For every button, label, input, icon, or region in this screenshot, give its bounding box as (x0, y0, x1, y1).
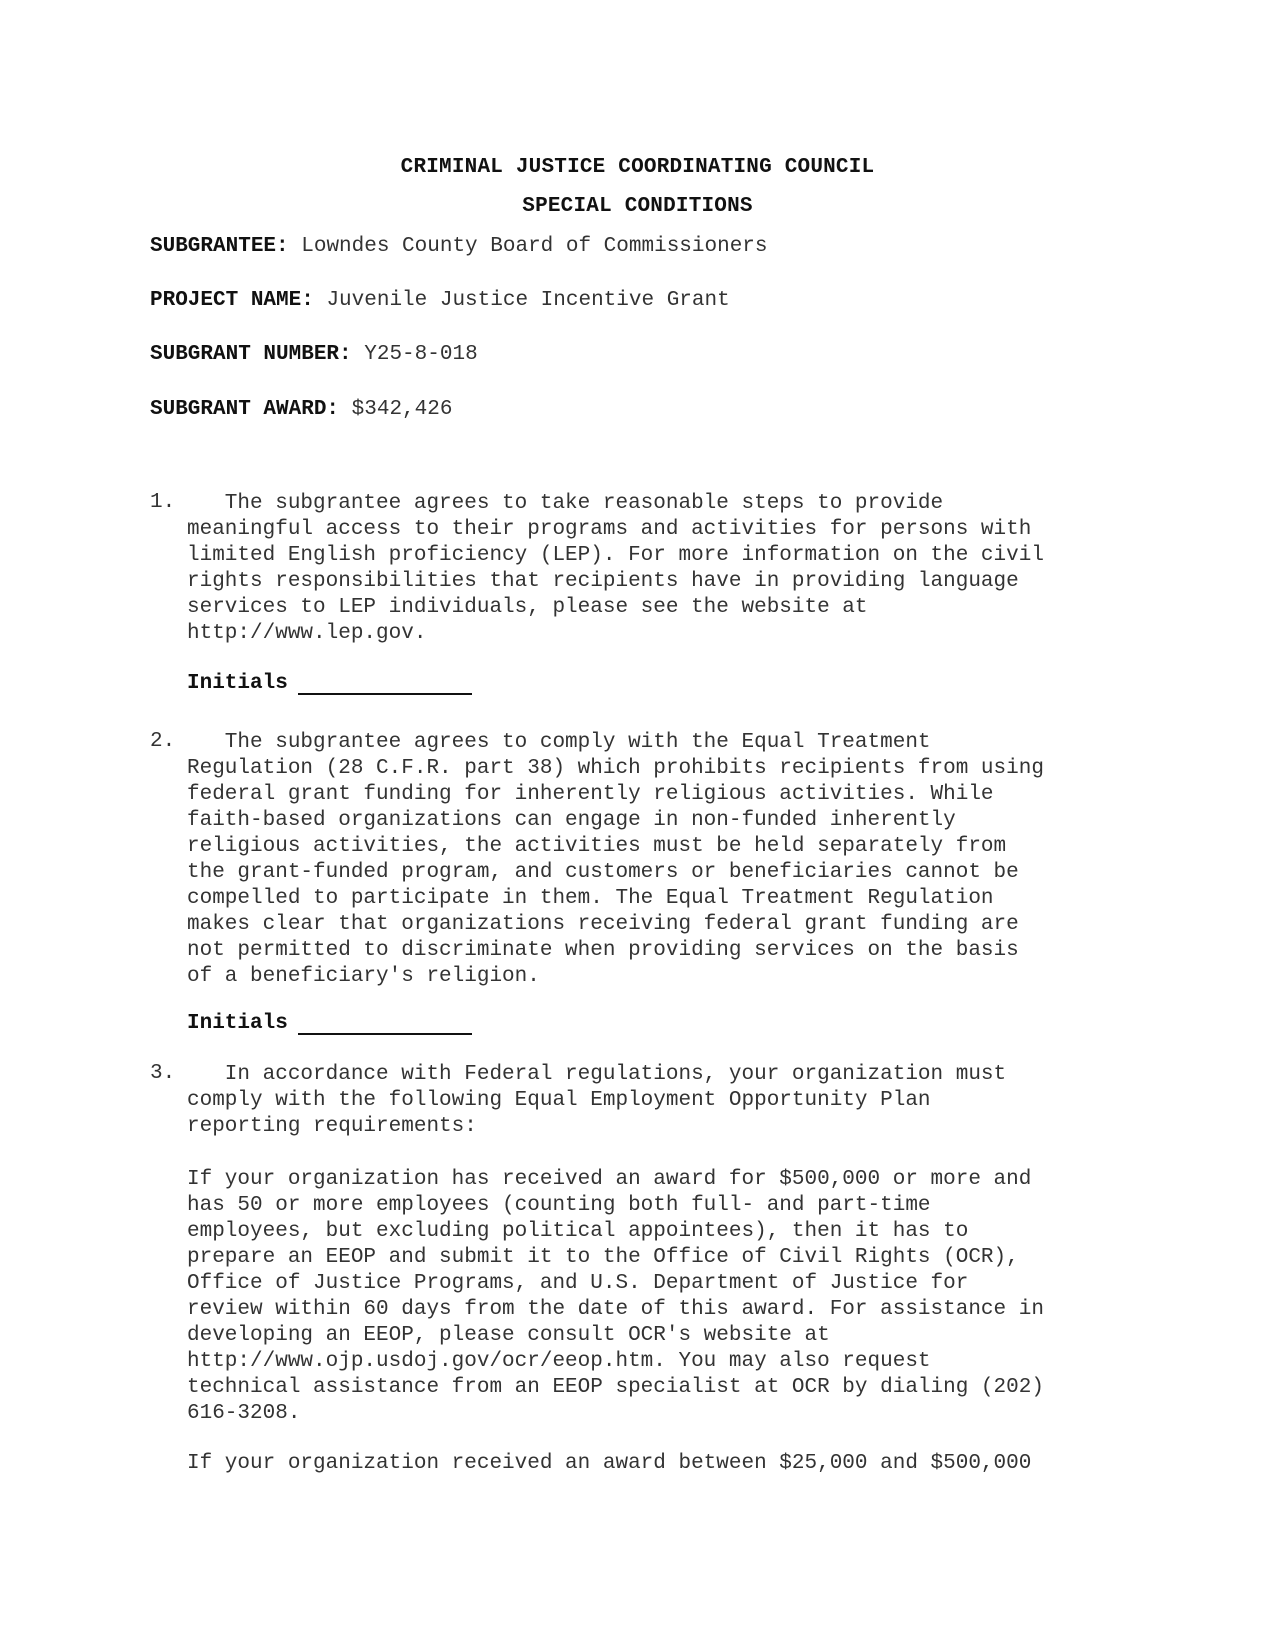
subgrant-number-field (150, 343, 478, 366)
initials-2-label: Initials (187, 1012, 288, 1035)
condition-2-text: The subgrantee agrees to comply with the Equal Treatment Regulation (28 C.F.R. part 38) which prohibits recipients from using federal grant funding for inherently religious activities. While faith-based organizations can engage in non-funded inherently religious activities, the activities must be held separately from the grant-funded program, and customers or beneficiaries cannot be compelled to participate in them. The Equal Treatment Regulation makes clear that organizations receiving federal grant funding are not permitted to discriminate when providing services on the basis of a beneficiary's religion. (187, 731, 1044, 988)
condition-1-number: 1. (150, 491, 176, 514)
initials-1 (187, 672, 472, 695)
special-conditions-title: SPECIAL CONDITIONS (522, 195, 753, 218)
condition-3-eeop-paragraph: If your organization has received an award for $500,000 or more and has 50 or more employees (counting both full- and part-time employees, but excluding political appointees), then it has to prepare an EEOP and submit it to the Office of Civil Rights (OCR), Office of Justice Programs, and U.S. Department of Justice for review within 60 days from the date of this award. For assistance in developing an EEOP, please consult OCR's website at http://www.ojp.usdoj.gov/ocr/eeop.htm. You may also request technical assistance from an EEOP specialist at OCR by dialing (202) 616-3208. (187, 1168, 1044, 1425)
condition-3 (150, 1062, 1150, 1140)
subgrant-award-field (150, 398, 452, 421)
subgrant-number-label: SUBGRANT NUMBER: (150, 343, 352, 366)
condition-3-text: In accordance with Federal regulations, your organization must comply with the following Equal Employment Opportunity Plan reporting requirements: (187, 1063, 1007, 1138)
initials-1-label: Initials (187, 672, 288, 695)
subgrantee-field (150, 235, 768, 258)
subgrant-number-value: Y25-8-018 (364, 343, 478, 366)
project-name-field (150, 289, 730, 312)
subgrantee-label: SUBGRANTEE: (150, 235, 289, 258)
initials-1-signature-line[interactable] (298, 673, 472, 695)
condition-1-text: The subgrantee agrees to take reasonable steps to provide meaningful access to their programs and activities for persons with limited English proficiency (LEP). For more information on the civil rights responsibilities that recipients have in providing language services to LEP individuals, please see the website at http://www.lep.gov. (187, 492, 1044, 645)
condition-3-award-range-paragraph: If your organization received an award between $25,000 and $500,000 (187, 1452, 1032, 1475)
condition-2 (150, 730, 1150, 990)
project-name-label: PROJECT NAME: (150, 289, 314, 312)
subgrantee-value: Lowndes County Board of Commissioners (301, 235, 768, 258)
initials-2-signature-line[interactable] (298, 1013, 472, 1035)
condition-3-number: 3. (150, 1062, 176, 1085)
initials-2 (187, 1012, 472, 1035)
council-title: CRIMINAL JUSTICE COORDINATING COUNCIL (400, 156, 875, 179)
project-name-value: Juvenile Justice Incentive Grant (326, 289, 730, 312)
condition-2-number: 2. (150, 730, 176, 753)
condition-1 (150, 491, 1150, 647)
subgrant-award-value: $342,426 (351, 398, 453, 421)
subgrant-award-label: SUBGRANT AWARD: (150, 398, 340, 421)
